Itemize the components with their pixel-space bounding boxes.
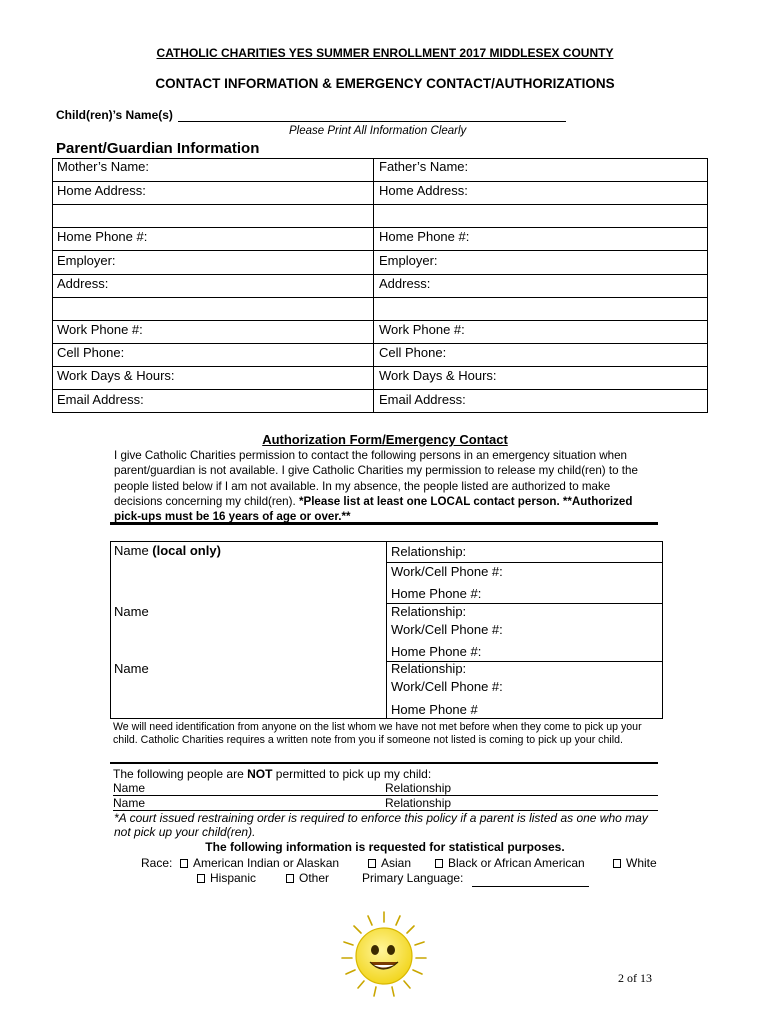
print-clearly-note: Please Print All Information Clearly <box>289 125 467 137</box>
not-permitted-row[interactable] <box>113 781 658 796</box>
table-row-divider <box>52 227 708 228</box>
table-row-divider <box>52 366 708 367</box>
contact-1-name-field[interactable] <box>114 543 221 558</box>
mother-address-field[interactable]: Address: <box>57 276 109 291</box>
option-label: Black or African American <box>448 856 585 870</box>
mother-name-field[interactable]: Mother’s Name: <box>57 159 149 174</box>
primary-language-field[interactable] <box>472 886 589 887</box>
not-permitted-prefix: The following people are <box>113 767 248 781</box>
contact-2-work-phone-field[interactable]: Work/Cell Phone #: <box>391 622 503 637</box>
not-permitted-relationship-label: Relationship <box>385 781 452 795</box>
mother-email-field[interactable]: Email Address: <box>57 392 144 407</box>
checkbox-icon[interactable] <box>368 859 376 868</box>
contact-1-relationship-field[interactable]: Relationship: <box>391 544 467 559</box>
not-permitted-emphasis: NOT <box>247 767 273 781</box>
contact-2-relationship-field[interactable]: Relationship: <box>391 604 467 619</box>
mother-work-phone-field[interactable]: Work Phone #: <box>57 322 143 337</box>
not-permitted-row[interactable] <box>113 796 658 811</box>
not-permitted-relationship-label: Relationship <box>385 796 452 810</box>
mother-employer-field[interactable]: Employer: <box>57 253 116 268</box>
authorization-text: I give Catholic Charities permission to contact the following persons in an emergency situation when parent/guardian is not available. I give Catholic Charities my permission to release my child(ren) to the people listed below if I am not available. In my absence, the people listed are authorized to make decisions concerning my child(ren). <box>114 449 638 508</box>
form-header-title: CATHOLIC CHARITIES YES SUMMER ENROLLMENT 2017 MIDDLESEX COUNTY <box>156 46 614 60</box>
mother-home-address-field[interactable]: Home Address: <box>57 183 146 198</box>
authorization-heading: Authorization Form/Emergency Contact <box>262 432 508 447</box>
table-row-divider <box>52 297 708 298</box>
checkbox-icon[interactable] <box>613 859 621 868</box>
not-permitted-suffix: permitted to pick up my child: <box>272 767 432 781</box>
race-option-hispanic[interactable] <box>197 871 256 885</box>
mother-home-phone-field[interactable]: Home Phone #: <box>57 229 148 244</box>
contact-1-home-phone-field[interactable]: Home Phone #: <box>391 586 482 601</box>
table-row-divider <box>52 250 708 251</box>
contact-3-work-phone-field[interactable]: Work/Cell Phone #: <box>391 679 503 694</box>
father-employer-field[interactable]: Employer: <box>379 253 438 268</box>
authorization-paragraph <box>114 448 654 524</box>
option-label: Asian <box>381 856 412 870</box>
authorization-requirement: *Please list at least one LOCAL contact person. **Authorized pick-ups must be 16 years of age or over.** <box>114 494 633 524</box>
table-row-divider <box>52 204 708 205</box>
option-label: Other <box>299 871 330 885</box>
father-home-phone-field[interactable]: Home Phone #: <box>379 229 470 244</box>
table-row-divider <box>52 181 708 182</box>
father-name-field[interactable]: Father’s Name: <box>379 159 469 174</box>
table-divider <box>373 158 374 413</box>
race-label: Race: <box>141 856 173 870</box>
race-option-american-indian[interactable] <box>180 856 339 870</box>
page-number: 2 of 13 <box>618 971 652 985</box>
children-names-label: Child(ren)’s Name(s) <box>56 108 173 122</box>
father-email-field[interactable]: Email Address: <box>379 392 466 407</box>
race-option-white[interactable] <box>613 856 657 870</box>
parent-guardian-heading: Parent/Guardian Information <box>56 140 260 157</box>
not-permitted-intro <box>113 767 431 781</box>
contact-1-name-label: Name <box>114 543 153 558</box>
identification-note: We will need identification from anyone on the list whom we have not met before when they come to pick up your child. Catholic Charities requires a written note from you if someone not listed is coming to pick up your child. <box>113 721 642 747</box>
race-option-asian[interactable] <box>368 856 411 870</box>
contact-3-home-phone-field[interactable]: Home Phone # <box>391 702 478 717</box>
section-rule <box>110 522 658 525</box>
statistical-heading: The following information is requested for statistical purposes. <box>205 840 565 854</box>
contact-3-relationship-field[interactable]: Relationship: <box>391 661 467 676</box>
mother-cell-phone-field[interactable]: Cell Phone: <box>57 345 125 360</box>
contact-3-name-field[interactable]: Name <box>114 661 149 676</box>
not-permitted-name-label: Name <box>113 796 146 810</box>
contact-1-work-phone-field[interactable]: Work/Cell Phone #: <box>391 564 503 579</box>
option-label: Hispanic <box>210 871 257 885</box>
not-permitted-name-label: Name <box>113 781 146 795</box>
checkbox-icon[interactable] <box>286 874 294 883</box>
checkbox-icon[interactable] <box>197 874 205 883</box>
contact-2-home-phone-field[interactable]: Home Phone #: <box>391 644 482 659</box>
form-section-title: CONTACT INFORMATION & EMERGENCY CONTACT/AUTHORIZATIONS <box>155 76 615 91</box>
checkbox-icon[interactable] <box>435 859 443 868</box>
table-row-divider <box>52 274 708 275</box>
table-row-divider <box>386 562 663 563</box>
contact-2-name-field[interactable]: Name <box>114 604 149 619</box>
primary-language-label: Primary Language: <box>362 871 464 885</box>
option-label: American Indian or Alaskan <box>193 856 340 870</box>
restraining-order-note: *A court issued restraining order is required to enforce this policy if a parent is listed as one who may not pick up your child(ren). <box>114 811 648 839</box>
checkbox-icon[interactable] <box>180 859 188 868</box>
father-address-field[interactable]: Address: <box>379 276 431 291</box>
section-rule <box>110 762 658 764</box>
local-only-note: (local only) <box>152 543 221 558</box>
race-option-other[interactable] <box>286 871 329 885</box>
children-names-field[interactable] <box>178 121 566 122</box>
table-row-divider <box>52 389 708 390</box>
table-row-divider <box>52 343 708 344</box>
sun-icon <box>336 908 432 1004</box>
mother-work-days-field[interactable]: Work Days & Hours: <box>57 368 175 383</box>
father-work-days-field[interactable]: Work Days & Hours: <box>379 368 497 383</box>
race-option-black[interactable] <box>435 856 585 870</box>
father-work-phone-field[interactable]: Work Phone #: <box>379 322 465 337</box>
father-home-address-field[interactable]: Home Address: <box>379 183 468 198</box>
father-cell-phone-field[interactable]: Cell Phone: <box>379 345 447 360</box>
option-label: White <box>626 856 657 870</box>
table-row-divider <box>52 320 708 321</box>
table-divider <box>386 541 387 719</box>
